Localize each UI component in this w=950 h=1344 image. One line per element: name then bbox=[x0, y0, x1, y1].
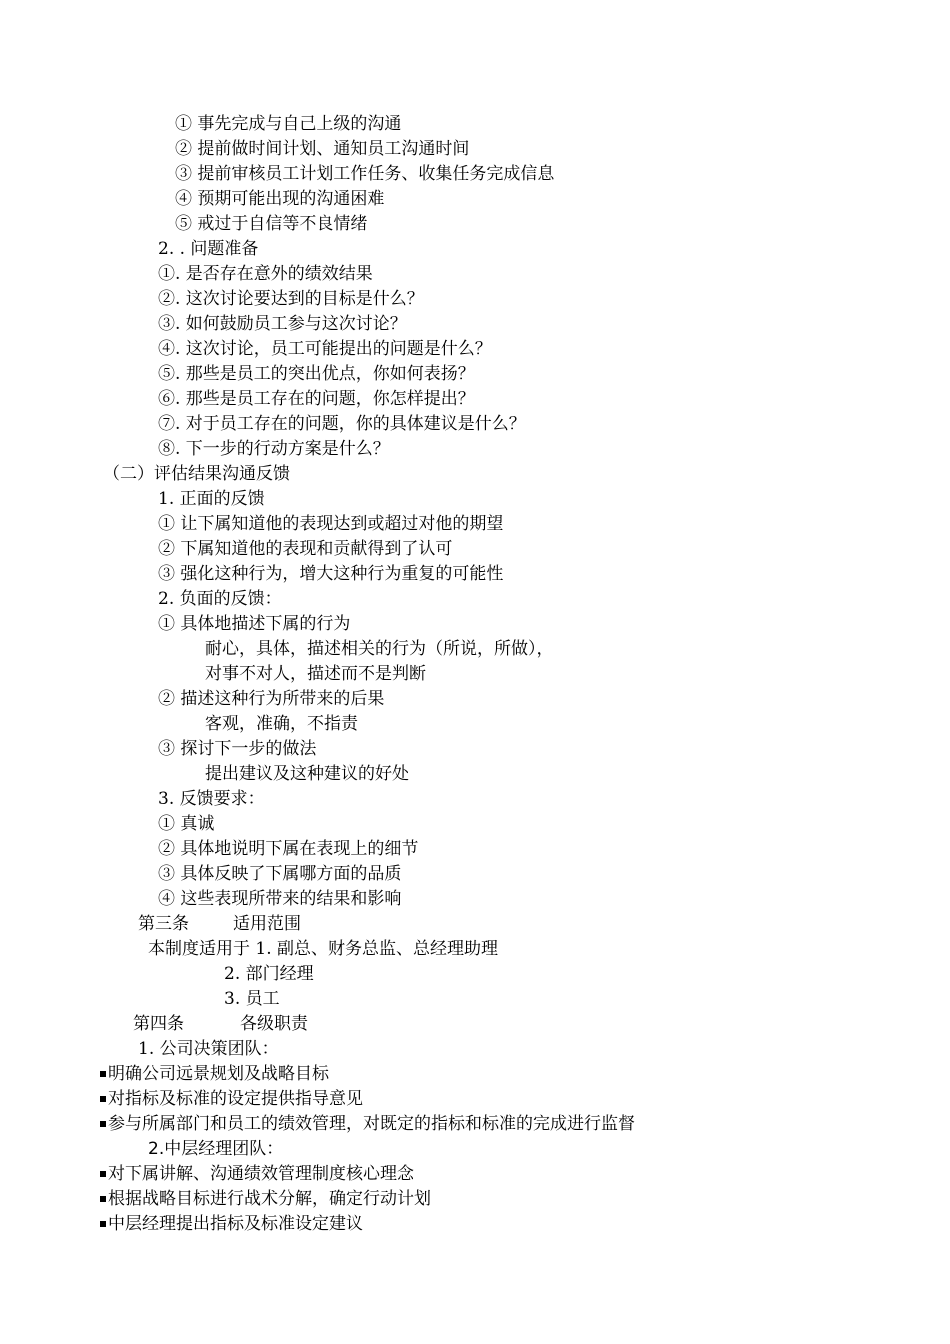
question-item: ①. 是否存在意外的绩效结果 bbox=[158, 264, 373, 284]
question-item: ④. 这次讨论，员工可能提出的问题是什么？ bbox=[158, 339, 492, 359]
list-item: 参与所属部门和员工的绩效管理，对既定的指标和标准的完成进行监督 bbox=[100, 1112, 635, 1136]
scope-line: 2. 部门经理 bbox=[224, 964, 314, 984]
negative-item-detail: 客观，准确，不指责 bbox=[205, 714, 358, 734]
list-item: 中层经理提出指标及标准设定建议 bbox=[100, 1212, 363, 1236]
question-item: ⑦. 对于员工存在的问题，你的具体建议是什么？ bbox=[158, 414, 526, 434]
positive-item: ② 下属知道他的表现和贡献得到了认可 bbox=[158, 539, 453, 559]
scope-line: 本制度适用于 1. 副总、财务总监、总经理助理 bbox=[148, 939, 499, 959]
section-two-title: （二）评估结果沟通反馈 bbox=[103, 464, 290, 484]
square-bullet-icon bbox=[100, 1096, 106, 1102]
positive-item: ③ 强化这种行为，增大这种行为重复的可能性 bbox=[158, 564, 504, 584]
positive-feedback-title: 1. 正面的反馈 bbox=[158, 489, 265, 509]
negative-item: ③ 探讨下一步的做法 bbox=[158, 739, 317, 759]
list-item: 对指标及标准的设定提供指导意见 bbox=[100, 1087, 363, 1111]
negative-item: ① 具体地描述下属的行为 bbox=[158, 614, 351, 634]
square-bullet-icon bbox=[100, 1196, 106, 1202]
comm-prep-item: ⑤ 戒过于自信等不良情绪 bbox=[175, 214, 368, 234]
square-bullet-icon bbox=[100, 1171, 106, 1177]
negative-item-detail: 提出建议及这种建议的好处 bbox=[205, 764, 409, 784]
requirement-item: ① 真诚 bbox=[158, 814, 215, 834]
square-bullet-icon bbox=[100, 1121, 106, 1127]
middle-manager-team-title: 2.中层经理团队： bbox=[148, 1139, 284, 1159]
positive-item: ① 让下属知道他的表现达到或超过对他的期望 bbox=[158, 514, 504, 534]
square-bullet-icon bbox=[100, 1071, 106, 1077]
scope-line: 3. 员工 bbox=[224, 989, 280, 1009]
decision-team-title: 1. 公司决策团队： bbox=[138, 1039, 279, 1059]
requirement-item: ④ 这些表现所带来的结果和影响 bbox=[158, 889, 402, 909]
question-item: ⑧. 下一步的行动方案是什么？ bbox=[158, 439, 390, 459]
square-bullet-icon bbox=[100, 1221, 106, 1227]
question-item: ②. 这次讨论要达到的目标是什么？ bbox=[158, 289, 424, 309]
list-item: 根据战略目标进行战术分解，确定行动计划 bbox=[100, 1187, 431, 1211]
comm-prep-item: ③ 提前审核员工计划工作任务、收集任务完成信息 bbox=[175, 164, 555, 184]
requirement-item: ③ 具体反映了下属哪方面的品质 bbox=[158, 864, 402, 884]
article-three-label: 第三条 bbox=[138, 914, 189, 934]
question-item: ③. 如何鼓励员工参与这次讨论？ bbox=[158, 314, 407, 334]
list-item: 对下属讲解、沟通绩效管理制度核心理念 bbox=[100, 1162, 414, 1186]
comm-prep-item: ② 提前做时间计划、通知员工沟通时间 bbox=[175, 139, 470, 159]
list-item: 明确公司远景规划及战略目标 bbox=[100, 1062, 329, 1086]
negative-item-detail: 对事不对人，描述而不是判断 bbox=[205, 664, 426, 684]
comm-prep-item: ④ 预期可能出现的沟通困难 bbox=[175, 189, 385, 209]
article-four-label: 第四条 bbox=[133, 1014, 184, 1034]
comm-prep-item: ① 事先完成与自己上级的沟通 bbox=[175, 114, 402, 134]
feedback-requirements-title: 3. 反馈要求： bbox=[158, 789, 265, 809]
question-prep-title: 2. . 问题准备 bbox=[158, 239, 259, 259]
negative-item: ② 描述这种行为所带来的后果 bbox=[158, 689, 385, 709]
question-item: ⑤. 那些是员工的突出优点，你如何表扬？ bbox=[158, 364, 475, 384]
negative-feedback-title: 2. 负面的反馈： bbox=[158, 589, 282, 609]
negative-item-detail: 耐心，具体，描述相关的行为（所说，所做）， bbox=[205, 639, 554, 659]
question-item: ⑥. 那些是员工存在的问题，你怎样提出？ bbox=[158, 389, 475, 409]
article-four-title: 各级职责 bbox=[240, 1014, 308, 1034]
requirement-item: ② 具体地说明下属在表现上的细节 bbox=[158, 839, 419, 859]
article-three-title: 适用范围 bbox=[233, 914, 301, 934]
